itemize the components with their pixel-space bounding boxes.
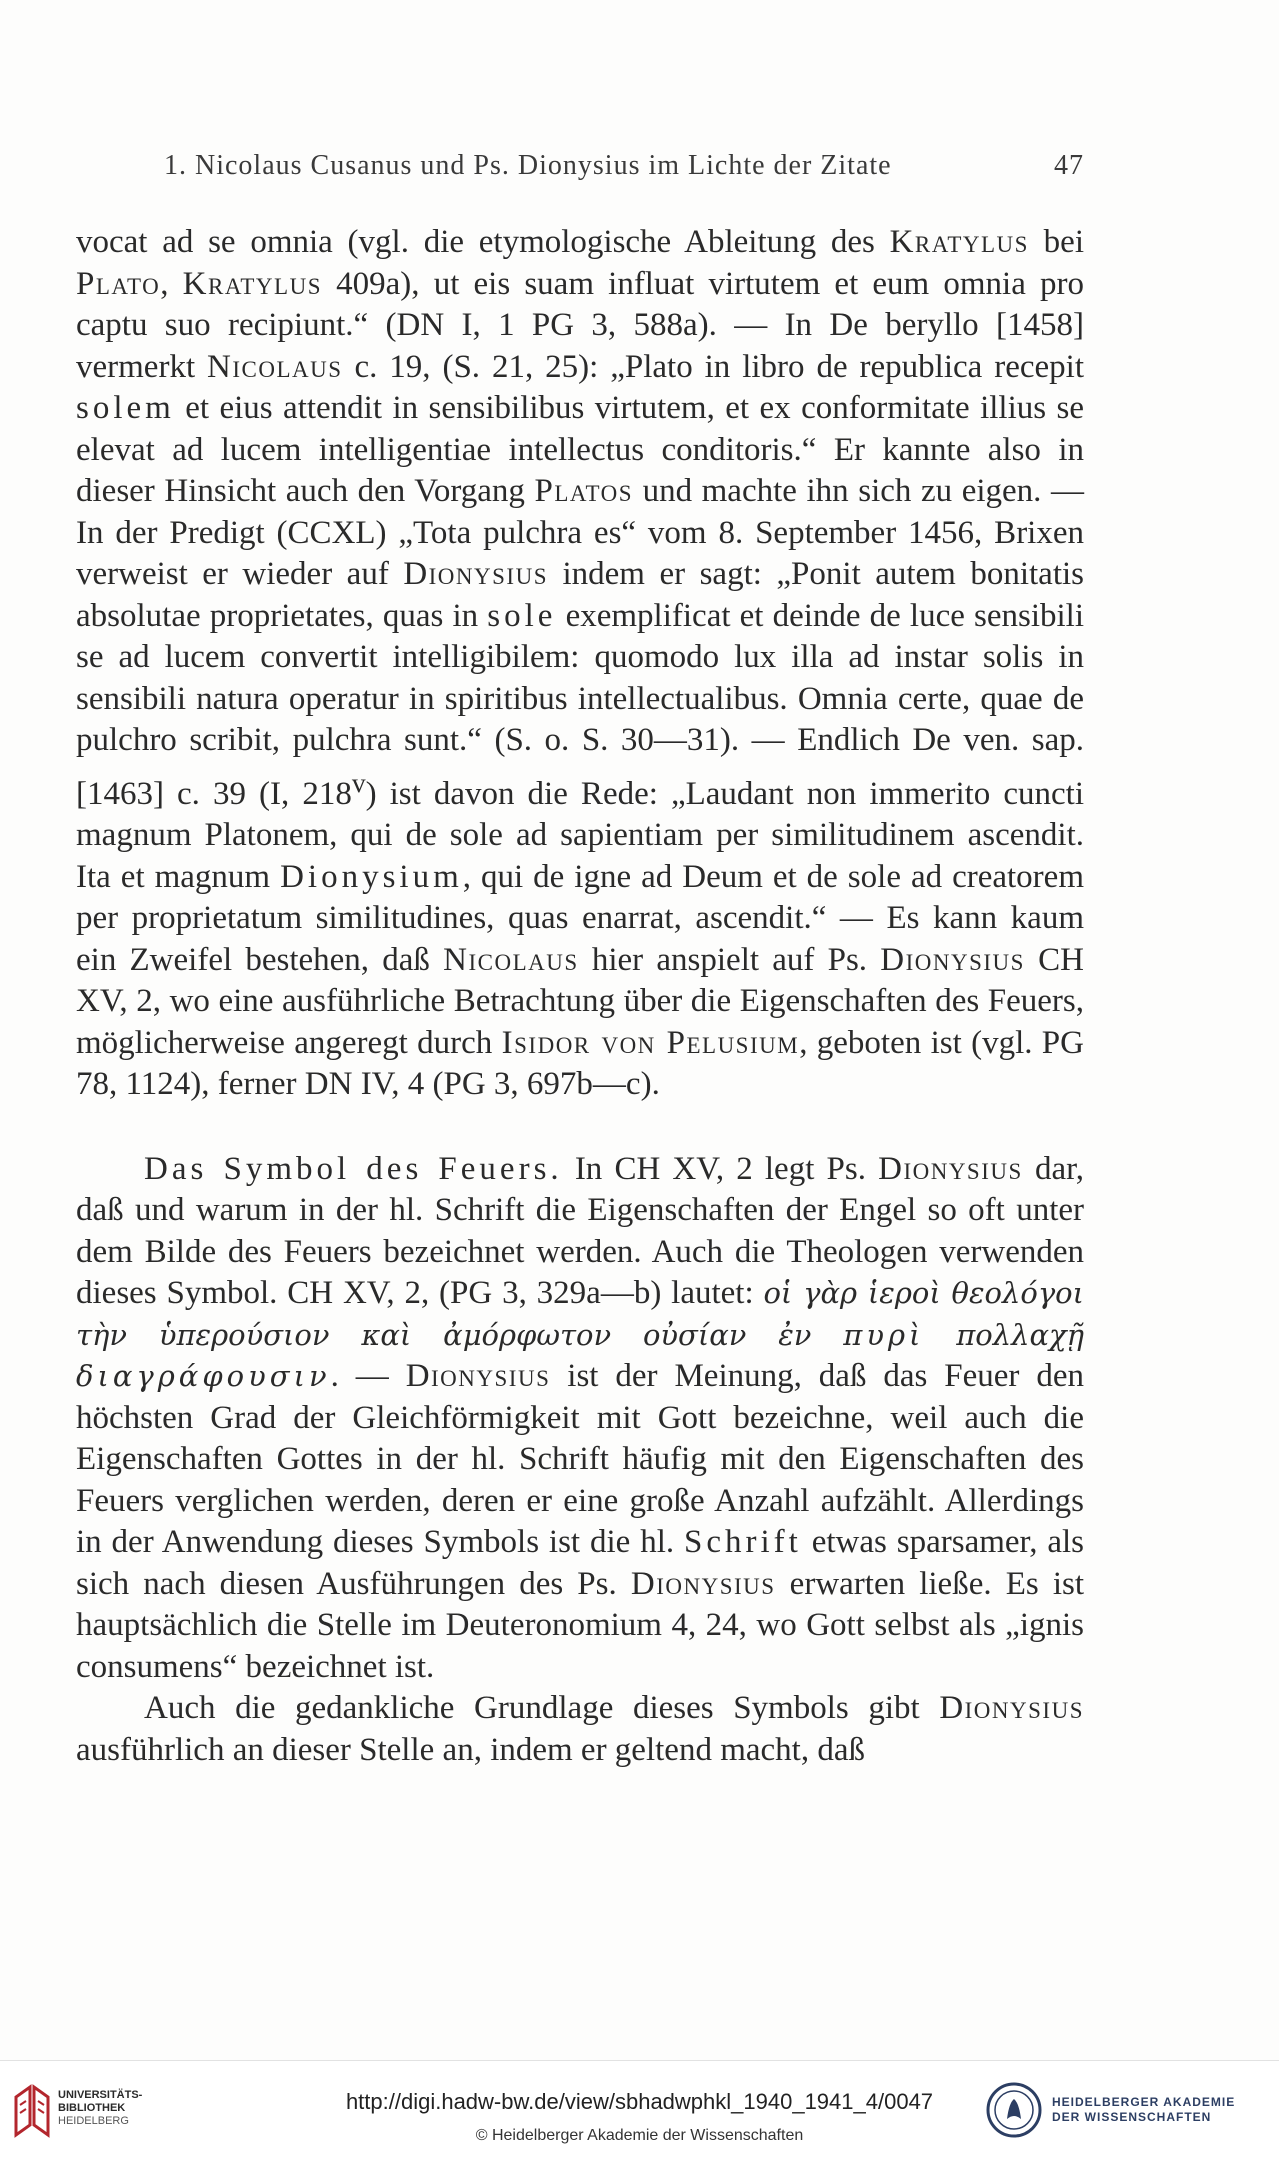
- paragraph-2: [76, 1149, 1084, 1689]
- name-dionysius: Dionysius: [405, 1358, 551, 1394]
- text-run: , geboten ist (vgl. PG 78, 1124), ferner DN IV, 4 (PG 3, 697b—c).: [76, 1024, 1084, 1102]
- spaced-word: sole: [487, 597, 557, 634]
- text-run: dar, daß und warum in der hl. Schrift die Eigenschaften der Engel so oft unter dem Bilde des Feuers bezeichnet werden. Auch die Theologen verwenden dieses Symbol. CH XV, 2, (PG 3, 329a—b) lautet:: [76, 1150, 1085, 1311]
- superscript: v: [351, 766, 366, 798]
- uni-name-line: UNIVERSITÄTS-: [58, 2089, 143, 2101]
- name-dionysius: Dionysius: [630, 1565, 776, 1602]
- name-isidor: Isidor von Pelusium: [501, 1024, 800, 1061]
- text-run: ) ist davon die Rede: „Laudant non immerito cuncti magnum Platonem, qui de sole ad sapientiam per similitudinem ascendit. Ita et magnum: [76, 775, 1084, 895]
- text-run: In CH XV, 2 legt Ps.: [562, 1150, 879, 1187]
- uni-name-line: HEIDELBERG: [58, 2115, 129, 2127]
- text-run: CH XV, 2, wo eine ausführliche Betrachtung über die Eigenschaften des Feuers, möglicherweise angeregt durch: [76, 941, 1085, 1061]
- text-run: 409a), ut eis suam influat virtutem et eum omnia pro captu suo recipiunt.“ (DN I, 1 PG 3, 588a). — In De beryllo [1458] vermerkt: [76, 265, 1085, 385]
- text-run: exemplificat et deinde de luce sensibili se ad lucem convertit intelligibilem: quomodo lux illa ad instar solis in sensibili natura operatur in spiritibus intellectualibus. Omnia certe, quae de pulchro scribit, pulchra sunt.“ (S. o. S. 30—31). — Endlich De ven. sap. [1463] c. 39 (I, 218: [76, 597, 1085, 812]
- text-run: bei: [1028, 224, 1084, 260]
- spaced-word: Schrift: [684, 1524, 802, 1560]
- greek-quote: πολλαχῇ: [924, 1317, 1085, 1352]
- text-run: c. 19, (S. 21, 25): „Plato in libro de republica recepit: [342, 348, 1084, 385]
- body-text: [76, 222, 1084, 1771]
- text-run: ist der Meinung, daß das Feuer den höchsten Grad der Gleichförmigkeit mit Gott bezeichne, weil auch die Eigenschaften Gottes in der hl. Schrift häufig mit den Eigenschaften des Feuers verglichen werden, deren er eine große Anzahl aufzählt. Allerdings in der Anwendung dieses Symbols ist die hl.: [76, 1358, 1084, 1560]
- copyright-notice: © Heidelberger Akademie der Wissenschaften: [475, 2127, 804, 2144]
- name-kratylus: Kratylus: [889, 224, 1029, 260]
- running-title: 1. Nicolaus Cusanus und Ps. Dionysius im Lichte der Zitate: [164, 150, 892, 181]
- academy-seal-icon: [985, 2081, 1043, 2139]
- academy-name-line: DER WISSENSCHAFTEN: [1052, 2110, 1212, 2124]
- spaced-word: Dionysium: [280, 858, 463, 895]
- academy-name-line: HEIDELBERGER AKADEMIE: [1052, 2095, 1236, 2109]
- text-run: Auch die gedankliche Grundlage dieses Symbols gibt: [144, 1690, 940, 1726]
- running-header: [164, 150, 1084, 190]
- text-run: vocat ad se omnia (vgl. die etymologische Ableitung des: [76, 224, 890, 260]
- text-run: ausführlich an dieser Stelle an, indem er geltend macht, daß: [76, 1731, 865, 1768]
- name-dionysius: Dionysius: [880, 941, 1025, 978]
- text-run: . —: [330, 1358, 406, 1394]
- name-dionysius: Dionysius: [939, 1690, 1084, 1726]
- page-number: 47: [1054, 150, 1084, 181]
- greek-quote: πυρὶ: [843, 1317, 925, 1352]
- greek-quote: οἱ γὰρ ἱεροὶ θεολόγοι τὴν ὑπερούσιον καὶ ἀμόρφωτον οὐσίαν ἐν: [76, 1276, 1084, 1352]
- text-run: ,: [160, 265, 183, 302]
- text-run: , qui de igne ad Deum et de sole ad creatorem per proprietatum similitudines, quas enarrat, ascendit.“ — Es kann kaum ein Zweifel bestehen, daß: [76, 858, 1084, 978]
- name-platos: Platos: [534, 473, 633, 509]
- spaced-word: solem: [76, 390, 175, 426]
- text-run: et eius attendit in sensibilibus virtutem, et ex conformitate illius se elevat ad lucem intelligentiae intellectus conditoris.“ Er kannte also in dieser Hinsicht auch den Vorgang: [76, 390, 1084, 509]
- name-dionysius: Dionysius: [403, 556, 548, 592]
- uni-name-line: BIBLIOTHEK: [58, 2102, 126, 2114]
- name-nicolaus: Nicolaus: [443, 941, 579, 978]
- academy-name: [1052, 2095, 1235, 2125]
- greek-quote: διαγράφουσιν: [76, 1359, 331, 1393]
- permalink-url[interactable]: http://digi.hadw-bw.de/view/sbhadwphkl_1940_1941_4/0047: [345, 2089, 934, 2114]
- text-run: erwarten ließe. Es ist hauptsächlich die Stelle im Deuteronomium 4, 24, wo Gott selbst als „ignis consumens“ bezeichnet ist.: [76, 1565, 1085, 1685]
- name-plato: Plato: [76, 265, 161, 302]
- text-run: indem er sagt: „Ponit autem bonitatis absolutae proprietates, quas in: [76, 556, 1085, 634]
- paragraph-1: [76, 222, 1084, 1106]
- text-run: etwas sparsamer, als sich nach diesen Ausführungen des Ps.: [76, 1524, 1084, 1602]
- text-run: und machte ihn sich zu eigen. — In der Predigt (CCXL) „Tota pulchra es“ vom 8. September 1456, Brixen verweist er wieder auf: [76, 473, 1084, 592]
- footer-bar: [0, 2060, 1279, 2161]
- text-run: hier anspielt auf Ps.: [578, 941, 881, 978]
- section-heading: Das Symbol des Feuers.: [144, 1150, 563, 1187]
- paragraph-3: [76, 1688, 1084, 1771]
- name-dionysius: Dionysius: [878, 1150, 1023, 1187]
- name-nicolaus: Nicolaus: [207, 348, 343, 385]
- name-kratylus: Kratylus: [182, 265, 322, 302]
